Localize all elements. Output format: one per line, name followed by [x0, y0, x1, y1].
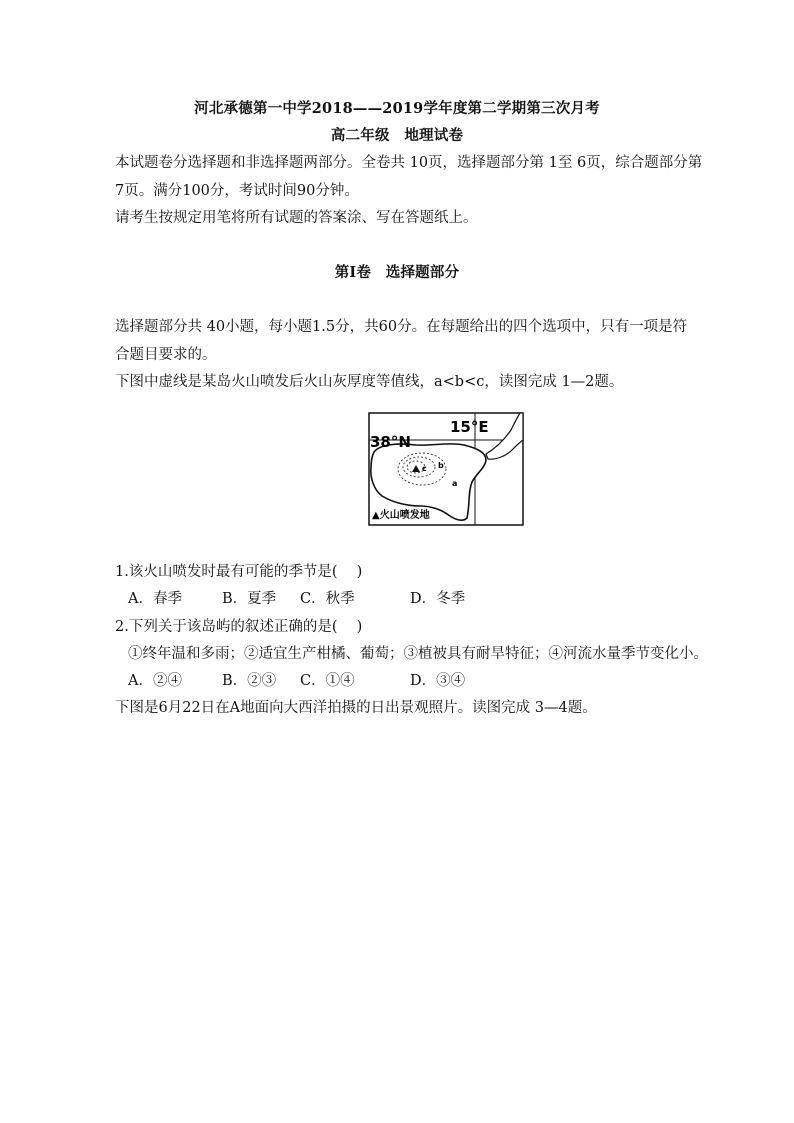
intro-line-3: 请考生按规定用笔将所有试题的答案涂、写在答题纸上。	[115, 210, 478, 226]
volcano-island-map	[368, 412, 524, 526]
question-group-stem: 下图中虚线是某岛火山喷发后火山灰厚度等值线，a<b<c，读图完成 1—2题。	[115, 374, 624, 390]
question-2-option-d: D．③④	[410, 673, 466, 689]
question-2-stem: 2.下列关于该岛屿的叙述正确的是( )	[115, 619, 363, 635]
question-2-option-a: A．②④	[128, 673, 182, 689]
exam-title: 河北承德第一中学2018——2019学年度第二学期第三次月考	[194, 100, 600, 117]
question-2-option-c: C．①④	[300, 673, 355, 689]
question-group-stem-3-4: 下图是6月22日在A地面向大西洋拍摄的日出景观照片。读图完成 3—4题。	[115, 700, 597, 716]
question-1-option-d: D．冬季	[410, 591, 466, 607]
contour-label-c: c	[422, 464, 427, 473]
longitude-label: 15°E	[450, 418, 489, 436]
map-legend: ▲火山喷发地	[372, 510, 430, 521]
section-title: 第Ⅰ卷 选择题部分	[334, 264, 460, 281]
latitude-label: 38°N	[370, 433, 411, 451]
section-desc-1: 选择题部分共 40小题，每小题1.5分，共60分。在每题给出的四个选项中，只有一项是符	[115, 319, 688, 335]
question-1-option-c: C．秋季	[300, 591, 355, 607]
contour-label-a: a	[452, 479, 458, 488]
contour-label-b: b	[438, 461, 444, 470]
question-1-option-a: A．春季	[128, 591, 182, 607]
question-1-stem: 1.该火山喷发时最有可能的季节是( )	[115, 564, 363, 580]
question-2-option-b: B．②③	[222, 673, 277, 689]
question-2-statements: ①终年温和多雨；②适宜生产柑橘、葡萄；③植被具有耐旱特征；④河流水量季节变化小。	[128, 646, 708, 662]
exam-subtitle: 高二年级 地理试卷	[330, 127, 464, 144]
question-1-option-b: B．夏季	[222, 591, 277, 607]
intro-line-2: 7页。满分100分，考试时间90分钟。	[115, 183, 359, 199]
intro-line-1: 本试题卷分选择题和非选择题两部分。全卷共 10页，选择题部分第 1至 6页，综合题部分第	[115, 155, 703, 171]
section-desc-2: 合题目要求的。	[115, 347, 217, 363]
